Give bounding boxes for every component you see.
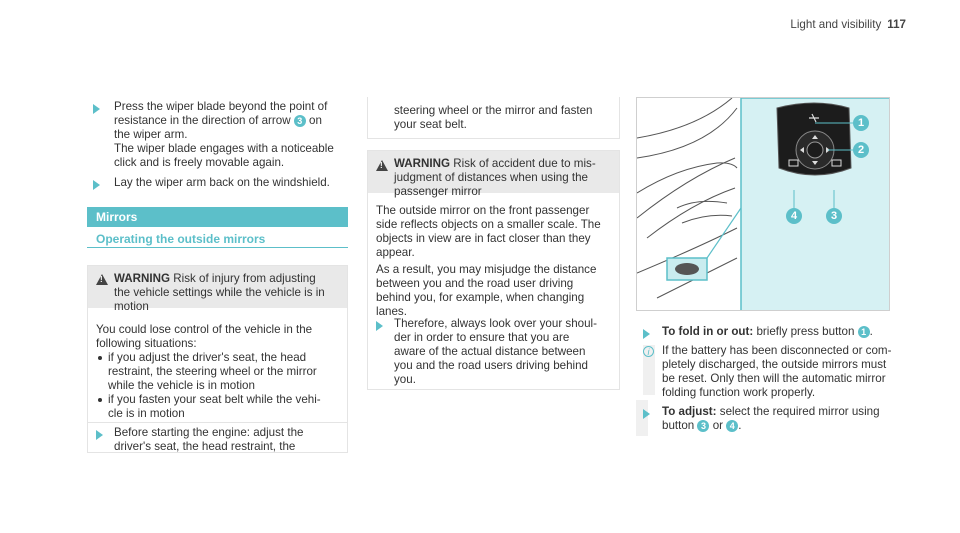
text-line: if you adjust the driver's seat, the head <box>108 351 307 364</box>
text-line: you and the road users driving behind <box>394 359 589 372</box>
text-line: aware of the actual distance between <box>394 345 586 358</box>
text-span: resistance in the direction of arrow <box>114 114 291 127</box>
text-span: briefly press button <box>756 325 855 338</box>
step-adjust <box>662 405 880 419</box>
warning-label: WARNING <box>114 272 171 285</box>
warning-triangle-icon <box>376 160 388 171</box>
text-line: while the vehicle is in motion <box>108 379 255 392</box>
text-line: The wiper blade engages with a noticeable <box>114 142 334 155</box>
text-line: restraint, the steering wheel or the mirror <box>108 365 317 378</box>
text-line: folding function work properly. <box>662 386 816 399</box>
callout-leaders <box>740 120 860 220</box>
text-line: the wiper arm. <box>114 128 188 141</box>
page-number: 117 <box>887 18 906 31</box>
step-arrow-icon <box>643 409 650 419</box>
text-line <box>114 114 322 128</box>
section-name: Light and visibility <box>790 18 882 31</box>
text-line: pletely discharged, the outside mirrors must <box>662 358 887 371</box>
text-line: Press the wiper blade beyond the point of <box>114 100 328 113</box>
text-line: if you fasten your seat belt while the vehi- <box>108 393 321 406</box>
text-line: cle is in motion <box>108 407 185 420</box>
text-line: following situations: <box>96 337 197 350</box>
text-span: Risk of injury from adjusting <box>173 272 316 285</box>
text-line <box>114 272 316 286</box>
divider <box>87 247 348 248</box>
text-line: You could lose control of the vehicle in the <box>96 323 313 336</box>
fold-label: To fold in or out: <box>662 325 754 338</box>
text-span: on <box>309 114 322 127</box>
text-line: between you and the road user driving <box>376 277 574 290</box>
text-span: select the required mirror using <box>719 405 880 418</box>
subheading: Operating the outside mirrors <box>96 232 266 246</box>
text-line: be reset. Only then will the automatic mirror <box>662 372 886 385</box>
step-arrow-icon <box>93 180 100 190</box>
callout-3: 3 <box>294 115 306 127</box>
text-line: side reflects objects on a smaller scale. The <box>376 218 601 231</box>
step-arrow-icon <box>93 104 100 114</box>
callout-3: 3 <box>697 420 709 432</box>
text-line: your seat belt. <box>394 118 467 131</box>
text-line: objects in view are in fact closer than they <box>376 232 591 245</box>
text-line: Before starting the engine: adjust the <box>114 426 304 439</box>
text-line: steering wheel or the mirror and fasten <box>394 104 593 117</box>
text-line: appear. <box>376 246 415 259</box>
text-line: motion <box>114 300 149 313</box>
warning-triangle-icon <box>96 274 108 285</box>
text-line <box>394 157 596 171</box>
step-lay-wiper: Lay the wiper arm back on the windshield. <box>114 176 330 189</box>
text-line: Therefore, always look over your shoul- <box>394 317 597 330</box>
callout-badge: 2 <box>853 142 869 158</box>
callout-1: 1 <box>858 326 870 338</box>
text-line: lanes. <box>376 305 407 318</box>
text-line: you. <box>394 373 416 386</box>
step-arrow-icon <box>643 329 650 339</box>
bullet-icon <box>98 356 102 360</box>
running-header <box>790 18 906 32</box>
bullet-icon <box>98 398 102 402</box>
text-line: button 3 or 4 . <box>662 419 742 432</box>
text-line: der in order to ensure that you are <box>394 331 570 344</box>
text-line: click and is freely movable again. <box>114 156 285 169</box>
callout-badge: 1 <box>853 115 869 131</box>
callout-badge: 3 <box>826 208 842 224</box>
text-line: passenger mirror <box>394 185 482 198</box>
text-span: or <box>712 419 724 432</box>
text-line: As a result, you may misjudge the distance <box>376 263 597 276</box>
text-span: Risk of accident due to mis- <box>453 157 596 170</box>
warning-label: WARNING <box>394 157 451 170</box>
text-line: judgment of distances when using the <box>394 171 588 184</box>
text-line: driver's seat, the head restraint, the <box>114 440 296 453</box>
step-fold: To fold in or out: briefly press button 1 . <box>662 325 873 338</box>
step-arrow-icon <box>96 430 103 440</box>
text-span: button <box>662 419 695 432</box>
text-line: If the battery has been disconnected or com- <box>662 344 892 357</box>
callout-4: 4 <box>726 420 738 432</box>
section-title-mirrors: Mirrors <box>87 207 348 227</box>
text-line: behind you, for example, when changing <box>376 291 585 304</box>
adjust-label: To adjust: <box>662 405 717 418</box>
step-arrow-icon <box>376 321 383 331</box>
text-line: The outside mirror on the front passenger <box>376 204 590 217</box>
text-line: the vehicle settings while the vehicle is in <box>114 286 325 299</box>
callout-badge: 4 <box>786 208 802 224</box>
info-icon: i <box>643 346 654 357</box>
